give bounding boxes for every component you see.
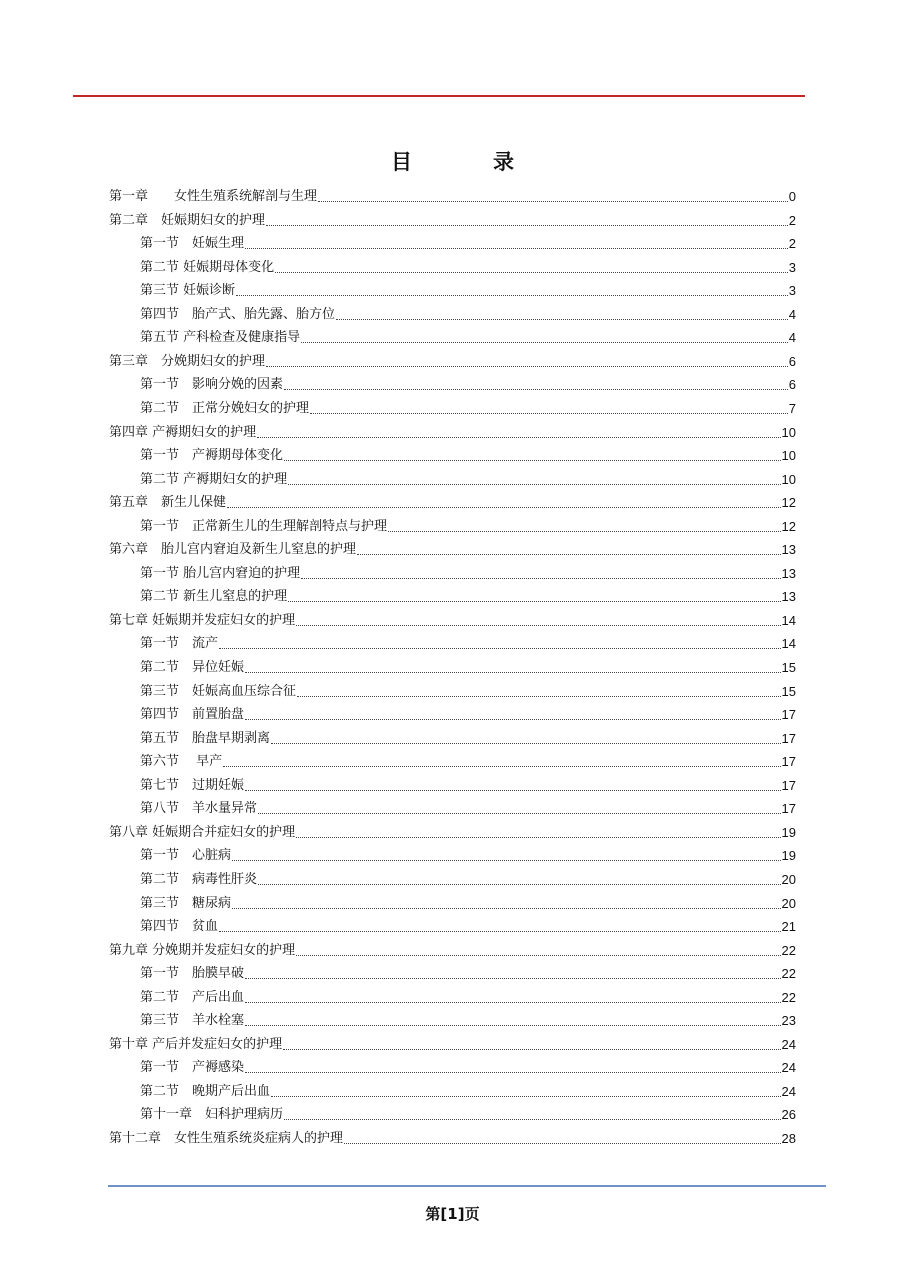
- dot-leader: [245, 719, 781, 720]
- toc-entry[interactable]: [140, 300, 796, 323]
- toc-entry[interactable]: [109, 936, 796, 959]
- dot-leader: [296, 625, 780, 626]
- toc-entry-page: 4: [788, 330, 796, 346]
- dot-leader: [219, 931, 781, 932]
- toc-entry[interactable]: [140, 276, 796, 299]
- toc-entry-page: 23: [781, 1013, 796, 1029]
- dot-leader: [271, 743, 781, 744]
- toc-entry-label: 第七章 妊娠期并发症妇女的护理: [109, 612, 296, 628]
- toc-entry-label: 第一节 胎儿宫内窘迫的护理: [140, 565, 301, 581]
- footer-rule: [108, 1185, 826, 1187]
- toc-entry-label: 第七节 过期妊娠: [140, 777, 245, 793]
- dot-leader: [236, 295, 788, 296]
- dot-leader: [271, 1096, 781, 1097]
- toc-entry-page: 17: [781, 730, 796, 746]
- dot-leader: [318, 201, 788, 202]
- toc-entry[interactable]: [140, 794, 796, 817]
- dot-leader: [245, 790, 781, 791]
- toc-entry-page: 20: [781, 895, 796, 911]
- toc-entry-label: 第三节 妊娠诊断: [140, 283, 236, 299]
- toc-entry[interactable]: [109, 418, 796, 441]
- toc-entry[interactable]: [109, 1030, 796, 1053]
- toc-entry[interactable]: [140, 983, 796, 1006]
- toc-entry-label: 第一节 心脏病: [140, 848, 232, 864]
- toc-entry[interactable]: [140, 465, 796, 488]
- toc-entry[interactable]: [140, 370, 796, 393]
- dot-leader: [283, 1049, 780, 1050]
- toc-entry-label: 第一节 产褥感染: [140, 1060, 245, 1076]
- toc-entry-label: 第三节 羊水栓塞: [140, 1013, 245, 1029]
- toc-entry-page: 19: [781, 824, 796, 840]
- toc-entry[interactable]: [140, 724, 796, 747]
- toc-entry-label: 第四节 贫血: [140, 919, 219, 935]
- toc-entry[interactable]: [109, 818, 796, 841]
- toc-entry-label: 第二章 妊娠期妇女的护理: [109, 212, 266, 228]
- toc-entry[interactable]: [140, 229, 796, 252]
- toc-entry-page: 13: [781, 542, 796, 558]
- toc-entry[interactable]: [140, 700, 796, 723]
- toc-entry[interactable]: [140, 889, 796, 912]
- toc-entry-page: 19: [781, 848, 796, 864]
- toc-entry-label: 第一章 女性生殖系统解剖与生理: [109, 189, 318, 204]
- toc-entry-page: 2: [788, 212, 796, 228]
- toc-entry-label: 第二节 新生儿窒息的护理: [140, 589, 288, 605]
- toc-entry-label: 第二节 正常分娩妇女的护理: [140, 400, 310, 416]
- toc-entry-label: 第三节 妊娠高血压综合征: [140, 683, 297, 699]
- toc-entry-label: 第一节 产褥期母体变化: [140, 448, 284, 464]
- toc-entry-label: 第一节 影响分娩的因素: [140, 377, 284, 393]
- dot-leader: [344, 1143, 781, 1144]
- dot-leader: [245, 248, 788, 249]
- dot-leader: [336, 319, 788, 320]
- dot-leader: [257, 437, 780, 438]
- toc-entry-page: 15: [781, 660, 796, 675]
- toc-entry[interactable]: [109, 182, 796, 205]
- toc-entry-label: 第二节 晚期产后出血: [140, 1083, 271, 1099]
- toc-entry-page: 17: [781, 801, 796, 817]
- header-rule: [73, 95, 805, 97]
- toc-entry[interactable]: [140, 959, 796, 982]
- dot-leader: [284, 389, 788, 390]
- dot-leader: [388, 531, 781, 532]
- toc-entry-label: 第八章 妊娠期合并症妇女的护理: [109, 824, 296, 840]
- toc-entry-page: 17: [781, 777, 796, 793]
- toc-entry-label: 第二节 产褥期妇女的护理: [140, 471, 288, 487]
- toc-entry-page: 22: [781, 966, 796, 982]
- toc-entry-label: 第九章 分娩期并发症妇女的护理: [109, 942, 296, 958]
- toc-entry[interactable]: [140, 253, 796, 276]
- toc-title: 目 录: [391, 149, 544, 174]
- toc-entry-label: 第五节 产科检查及健康指导: [140, 330, 301, 346]
- toc-entry[interactable]: [109, 206, 796, 229]
- toc-entry[interactable]: [140, 841, 796, 864]
- toc-entry-page: 17: [781, 754, 796, 770]
- toc-entry-label: 第五节 胎盘早期剥离: [140, 730, 271, 746]
- toc-entry-page: 13: [781, 565, 796, 581]
- dot-leader: [357, 554, 781, 555]
- toc-entry[interactable]: [140, 912, 796, 935]
- toc-entry-label: 第六节 早产: [140, 754, 223, 770]
- toc-entry-label: 第一节 胎膜早破: [140, 966, 245, 982]
- toc-entry-page: 14: [781, 612, 796, 628]
- toc-entry-page: 0: [788, 189, 796, 204]
- toc-entry[interactable]: [140, 629, 796, 652]
- dot-leader: [223, 766, 780, 767]
- toc-entry[interactable]: [140, 441, 796, 464]
- dot-leader: [275, 272, 788, 273]
- toc-entry-page: 14: [781, 636, 796, 652]
- toc-entry-label: 第四节 胎产式、胎先露、胎方位: [140, 306, 336, 322]
- toc-entry-page: 7: [788, 400, 796, 416]
- toc-entry[interactable]: [140, 1077, 796, 1100]
- dot-leader: [232, 860, 781, 861]
- dot-leader: [297, 696, 781, 697]
- toc-entry-label: 第二节 产后出血: [140, 989, 245, 1005]
- toc-entry[interactable]: [140, 512, 796, 535]
- toc-entry-label: 第一节 流产: [140, 636, 219, 652]
- toc-entry-page: 20: [781, 871, 796, 887]
- toc-entry[interactable]: [109, 606, 796, 629]
- toc-entry-page: 24: [781, 1036, 796, 1052]
- toc-entry-page: 26: [781, 1107, 796, 1123]
- page-number-footer: 第[1]页: [425, 1205, 480, 1223]
- toc-entry-page: 21: [781, 919, 796, 935]
- toc-entry[interactable]: [140, 582, 796, 605]
- toc-entry-page: 10: [781, 448, 796, 464]
- dot-leader: [258, 884, 781, 885]
- dot-leader: [310, 413, 788, 414]
- toc-entry-page: 12: [781, 518, 796, 534]
- dot-leader: [266, 366, 788, 367]
- toc-entry-page: 22: [781, 989, 796, 1005]
- toc-entry-label: 第二节 病毒性肝炎: [140, 871, 258, 887]
- toc-entry-label: 第四章 产褥期妇女的护理: [109, 424, 257, 440]
- toc-entry[interactable]: [109, 1124, 796, 1147]
- dot-leader: [296, 837, 780, 838]
- toc-entry[interactable]: [140, 1100, 796, 1123]
- toc-entry-page: 13: [781, 589, 796, 605]
- toc-entry-label: 第四节 前置胎盘: [140, 707, 245, 723]
- toc-entry[interactable]: [109, 535, 796, 558]
- toc-entry-page: 6: [788, 353, 796, 369]
- toc-entry-page: 22: [781, 942, 796, 958]
- dot-leader: [288, 601, 780, 602]
- dot-leader: [284, 460, 781, 461]
- toc-entry[interactable]: [140, 865, 796, 888]
- dot-leader: [227, 507, 781, 508]
- dot-leader: [219, 648, 781, 649]
- toc-entry-page: 17: [781, 707, 796, 723]
- toc-entry-label: 第十一章 妇科护理病历: [140, 1107, 284, 1123]
- toc-entry[interactable]: [140, 323, 796, 346]
- dot-leader: [266, 225, 788, 226]
- dot-leader: [245, 1072, 781, 1073]
- toc-entry[interactable]: [140, 1006, 796, 1029]
- toc-entry-page: 3: [788, 283, 796, 299]
- toc-entry[interactable]: [140, 394, 796, 417]
- dot-leader: [301, 578, 780, 579]
- toc-entry[interactable]: [109, 347, 796, 370]
- toc-entry-label: 第三章 分娩期妇女的护理: [109, 353, 266, 369]
- toc-entry-label: 第一节 妊娠生理: [140, 236, 245, 252]
- toc-entry-page: 12: [781, 495, 796, 511]
- toc-entry-label: 第一节 正常新生儿的生理解剖特点与护理: [140, 518, 388, 534]
- toc-entry[interactable]: [140, 559, 796, 582]
- toc-entry[interactable]: [140, 653, 796, 676]
- dot-leader: [232, 908, 781, 909]
- toc-entry-page: 15: [781, 683, 796, 699]
- dot-leader: [245, 672, 781, 673]
- toc-entry-page: 10: [781, 424, 796, 440]
- toc-entry-page: 3: [788, 259, 796, 275]
- toc-entry[interactable]: [109, 488, 796, 511]
- toc-entry-label: 第八节 羊水量异常: [140, 801, 258, 817]
- dot-leader: [296, 955, 780, 956]
- toc-entry[interactable]: [140, 771, 796, 794]
- dot-leader: [288, 484, 780, 485]
- toc-entry-label: 第三节 糖尿病: [140, 895, 232, 911]
- dot-leader: [301, 342, 788, 343]
- toc-entry[interactable]: [140, 747, 796, 770]
- toc-entry-label: 第二节 异位妊娠: [140, 660, 245, 675]
- toc-entry-page: 2: [788, 236, 796, 252]
- toc-entry-page: 10: [781, 471, 796, 487]
- toc-entry-label: 第十章 产后并发症妇女的护理: [109, 1036, 283, 1052]
- toc-entry-page: 6: [788, 377, 796, 393]
- dot-leader: [245, 978, 781, 979]
- dot-leader: [284, 1119, 781, 1120]
- dot-leader: [258, 813, 781, 814]
- toc-entry-page: 4: [788, 306, 796, 322]
- toc-entry-label: 第六章 胎儿宫内窘迫及新生儿窒息的护理: [109, 542, 357, 558]
- toc-entry-page: 24: [781, 1083, 796, 1099]
- toc-entry-label: 第五章 新生儿保健: [109, 495, 227, 511]
- dot-leader: [245, 1002, 781, 1003]
- toc-entry[interactable]: [140, 677, 796, 700]
- toc-entry-label: 第二节 妊娠期母体变化: [140, 259, 275, 275]
- toc-entry-label: 第十二章 女性生殖系统炎症病人的护理: [109, 1131, 344, 1146]
- toc-entry-page: 28: [781, 1131, 796, 1146]
- dot-leader: [245, 1025, 781, 1026]
- toc-entry-page: 24: [781, 1060, 796, 1076]
- toc-entry[interactable]: [140, 1053, 796, 1076]
